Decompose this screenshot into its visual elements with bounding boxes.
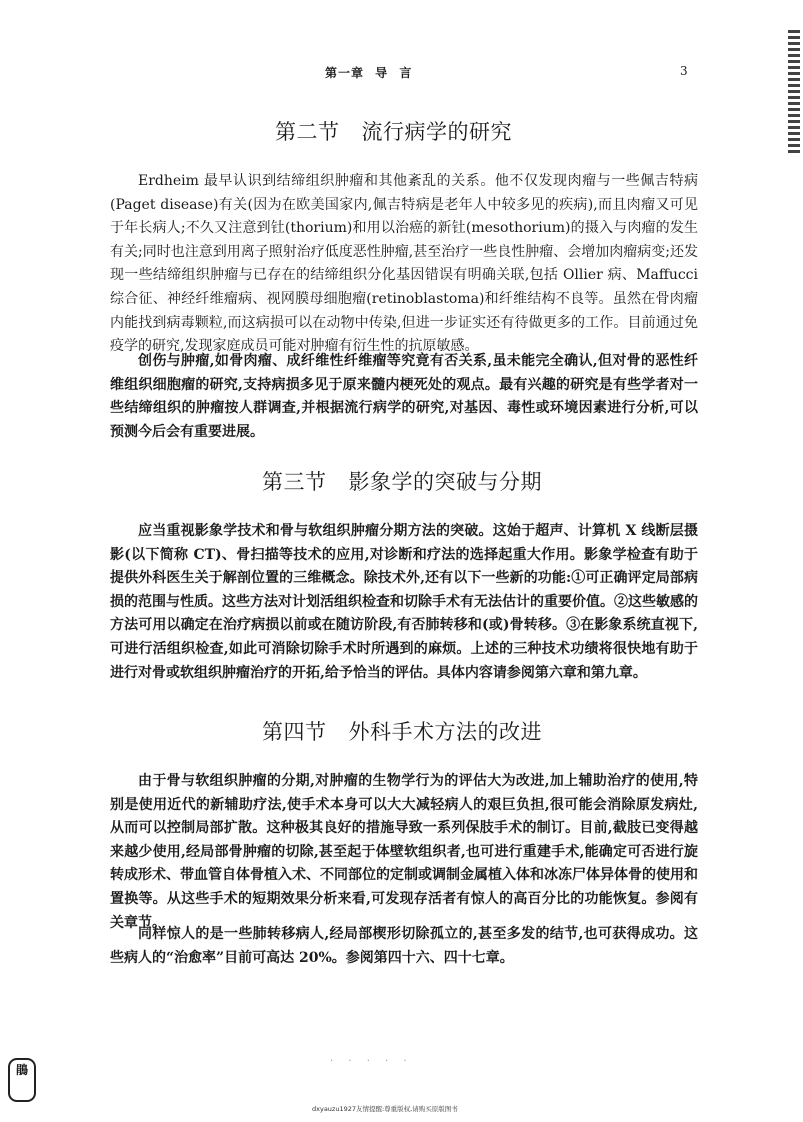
paragraph: 同样惊人的是一些肺转移病人,经局部楔形切除孤立的,甚至多发的结节,也可获得成功。这些病人的“治愈率”目前可高达 20%。参阅第四十六、四十七章。 xyxy=(110,926,698,966)
side-barcode-strip xyxy=(788,30,800,155)
running-header: 第一章 导 言 xyxy=(325,66,413,80)
decorative-dots: · · · · · xyxy=(330,1056,413,1067)
section-title: 外科手术方法的改进 xyxy=(348,720,542,744)
section-number: 第二节 xyxy=(275,120,340,144)
section-heading-4 xyxy=(262,716,542,746)
section-number: 第三节 xyxy=(262,470,327,494)
section-number: 第四节 xyxy=(262,720,327,744)
library-stamp: 鵑 xyxy=(8,1058,36,1102)
paragraph: Erdheim 最早认识到结缔组织肿瘤和其他紊乱的关系。他不仅发现肉瘤与一些佩吉特病(Paget disease)有关(因为在欧美国家内,佩吉特病是老年人中较多见的疾病),而且肉瘤又可见于年长病人;不久又注意到钍(thorium)和用以治癌的新钍(mesothorium)的摄入与肉瘤的发生有关;同时也注意到用离子照射治疗低度恶性肿瘤,甚至治疗一些良性肿瘤、会增加肉瘤病变;还发现一些结缔组织肿瘤与已存在的结缔组织分化基因错误有明确关联,包括 Ollier 病、Maffucci 综合征、神经纤维瘤病、视网膜母细胞瘤(retinoblastoma)和纤维结构不良等。虽然在骨肉瘤内能找到病毒颗粒,而这病损可以在动物中传染,但进一步证实还有待做更多的工作。目前通过免疫学的研究,发现家庭成员可能对肿瘤有衍生性的抗原敏感。 xyxy=(110,173,698,355)
footer-note: dxyauzu1927友情提醒:尊重版权,请购买原版图书 xyxy=(312,1105,458,1113)
section-title: 影象学的突破与分期 xyxy=(348,470,542,494)
paragraph: 应当重视影象学技术和骨与软组织肿瘤分期方法的突破。这始于超声、计算机 X 线断层摄影(以下简称 CT)、骨扫描等技术的应用,对诊断和疗法的选择起重大作用。影象学检查有助于提供外科医生关于解剖位置的三维概念。除技术外,还有以下一些新的功能:①可正确评定局部病损的范围与性质。这些方法对计划活组织检查和切除手术有无法估计的重要价值。②这些敏感的方法可用以确定在治疗病损以前或在随访阶段,有否肺转移和(或)骨转移。③在影象系统直视下,可进行活组织检查,如此可消除切除手术时所遇到的麻烦。上述的三种技术功绩将很快地有助于进行对骨或软组织肿瘤治疗的开拓,给予恰当的评估。具体内容请参阅第六章和第九章。 xyxy=(110,523,698,681)
paragraph: 由于骨与软组织肿瘤的分期,对肿瘤的生物学行为的评估大为改进,加上辅助治疗的使用,特别是使用近代的新辅助疗法,使手术本身可以大大减轻病人的艰巨负担,很可能会消除原发病灶,从而可以控制局部扩散。这种极其良好的措施导致一系列保肢手术的制订。目前,截肢已变得越来越少使用,经局部骨肿瘤的切除,甚至起于体壁软组织者,也可进行重建手术,能确定可否进行旋转成形术、带血管自体骨植入术、不同部位的定制或调制金属植入体和冰冻尸体异体骨的使用和置换等。从这些手术的短期效果分析来看,可发现存活者有惊人的高百分比的功能恢复。参阅有关章节。 xyxy=(110,773,698,931)
section-heading-2 xyxy=(275,116,512,146)
page-number: 3 xyxy=(680,64,688,78)
section-heading-3 xyxy=(262,466,542,496)
section-title: 流行病学的研究 xyxy=(361,120,512,144)
paragraph: 创伤与肿瘤,如骨肉瘤、成纤维性纤维瘤等究竟有否关系,虽未能完全确认,但对骨的恶性纤维组织细胞瘤的研究,支持病损多见于原来髓内梗死处的观点。最有兴趣的研究是有些学者对一些结缔组织的肿瘤按人群调查,并根据流行病学的研究,对基因、毒性或环境因素进行分析,可以预测今后会有重要进展。 xyxy=(110,353,698,440)
